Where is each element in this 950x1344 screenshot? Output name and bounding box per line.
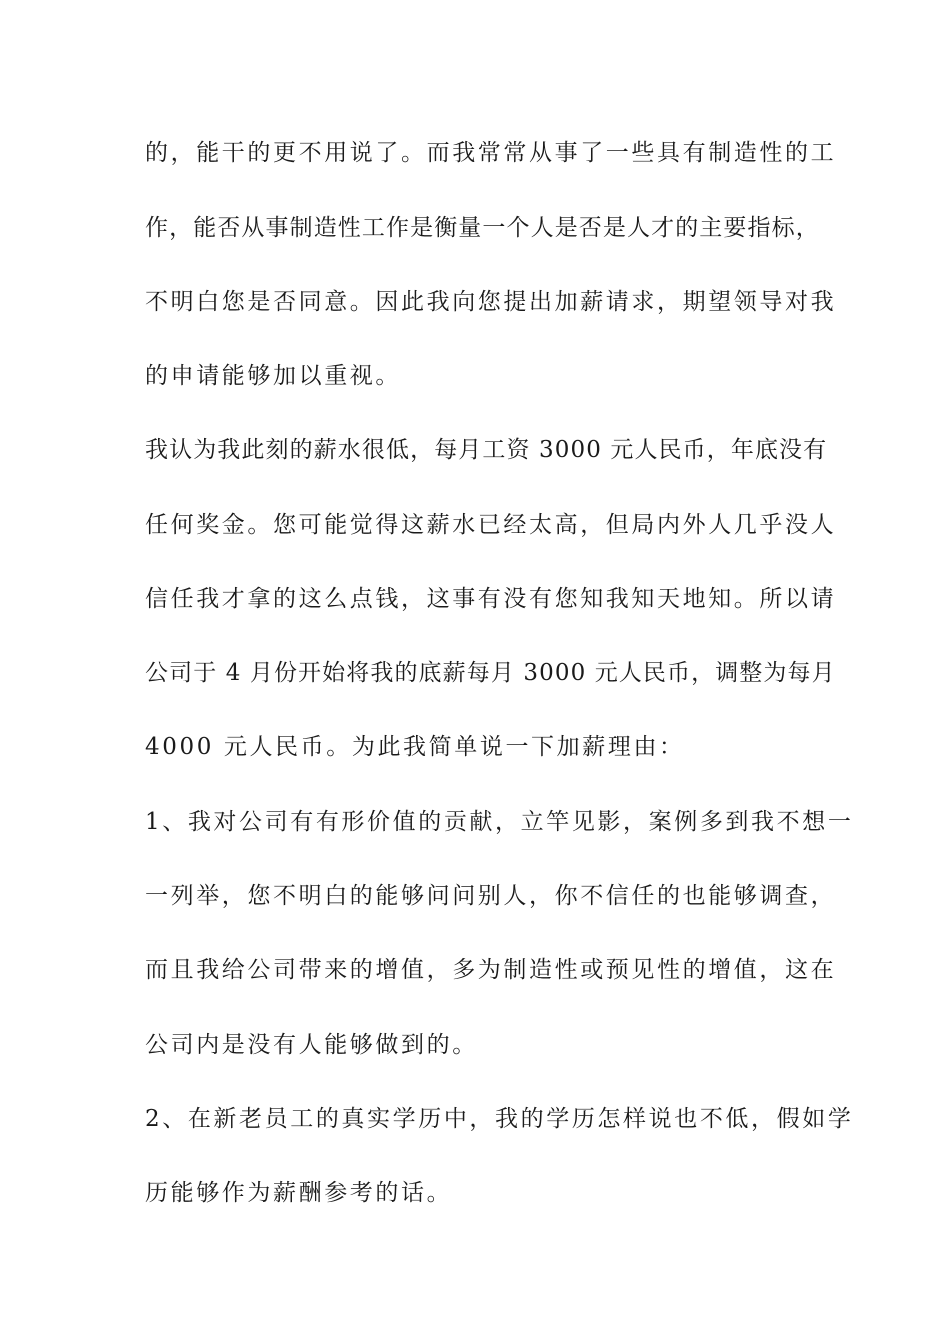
text-line: 而且我给公司带来的增值，多为制造性或预见性的增值，这在 [145, 957, 837, 983]
text-line: 作，能否从事制造性工作是衡量一个人是否是人才的主要指标， [145, 215, 820, 241]
text-line: 4000 元人民币。为此我简单说一下加薪理由： [145, 734, 685, 760]
text-line: 一列举，您不明白的能够问问别人，你不信任的也能够调查， [145, 883, 837, 909]
text-line: 信任我才拿的这么点钱，这事有没有您知我知天地知。所以请 [145, 586, 837, 612]
text-line: 2、在新老员工的真实学历中，我的学历怎样说也不低，假如学 [145, 1106, 854, 1132]
text-line: 公司于 4 月份开始将我的底薪每月 3000 元人民币，调整为每月 [145, 660, 836, 686]
text-line: 历能够作为薪酬参考的话。 [145, 1180, 453, 1206]
text-line: 不明白您是否同意。因此我向您提出加薪请求，期望领导对我 [145, 289, 837, 315]
text-line: 任何奖金。您可能觉得这薪水已经太高，但局内外人几乎没人 [145, 512, 837, 538]
text-line: 的，能干的更不用说了。而我常常从事了一些具有制造性的工 [145, 140, 837, 166]
text-line: 1、我对公司有有形价值的贡献，立竿见影，案例多到我不想一 [145, 809, 854, 835]
text-line: 公司内是没有人能够做到的。 [145, 1032, 478, 1058]
text-line: 我认为我此刻的薪水很低，每月工资 3000 元人民币，年底没有 [145, 437, 828, 463]
text-line: 的申请能够加以重视。 [145, 363, 401, 389]
